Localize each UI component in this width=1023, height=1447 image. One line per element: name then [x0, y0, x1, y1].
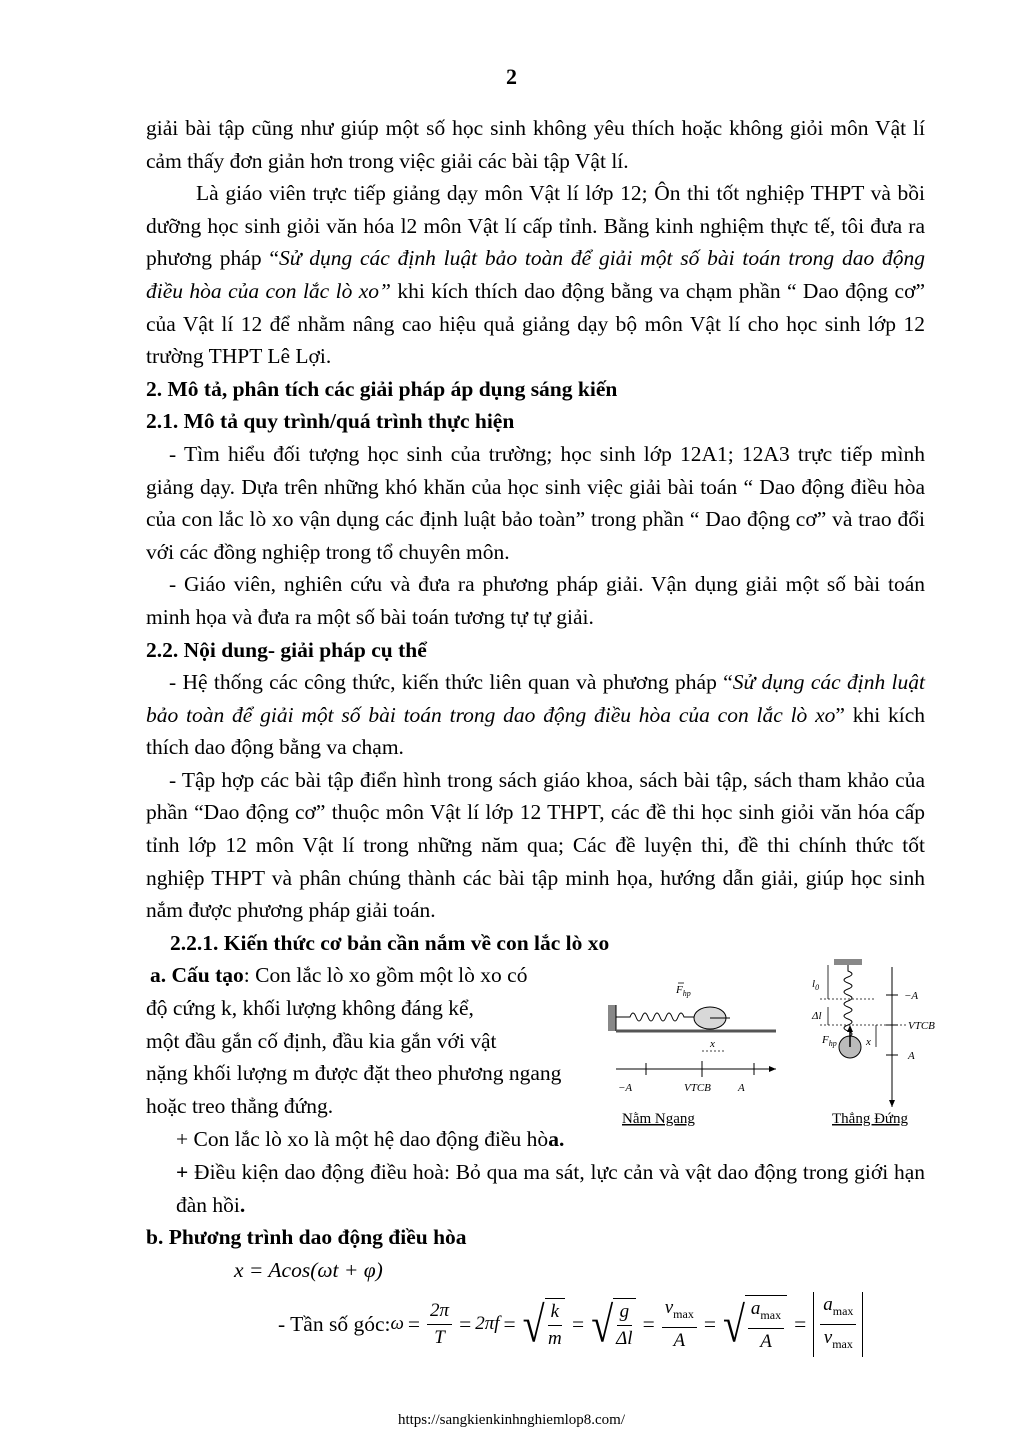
paragraph: giải bài tập cũng như giúp một số học sinh không yêu thích hoặc không giỏi môn Vật lí cảm thấy đơn giản hơn trong việc giải các bài tập Vật lí.	[146, 116, 925, 173]
sqrt-k-m: √ $\frac{k}{m}$	[523, 1298, 565, 1352]
delta-l-label: Δl	[812, 1010, 822, 1023]
sqrt-g-dl: √ $\frac{g}{\Delta l}$	[591, 1298, 635, 1352]
a-label-vertical: A	[908, 1050, 915, 1063]
section-heading: 2. Mô tả, phân tích các giải pháp áp dụng sáng kiến	[146, 376, 618, 401]
paragraph: + Con lắc lò xo là một hệ dao động điều hòa.	[176, 1127, 565, 1152]
structure-text: a. Cấu tạo: Con lắc lò xo gồm một lò xo có	[150, 963, 528, 988]
paragraph: + Điều kiện dao động điều hoà: Bỏ qua ma sát, lực cản và vật dao động trong giới hạn đàn hồi.	[176, 1160, 925, 1217]
structure-text: độ cứng k, khối lượng không đáng kể,	[146, 996, 474, 1021]
two-pi-f: 2πf	[475, 1313, 500, 1335]
paragraph: - Tập hợp các bài tập điển hình trong sách giáo khoa, sách bài tập, sách tham khảo của phần “Dao động cơ” thuộc môn Vật lí lớp 12 THPT, các đề thi học sinh giỏi văn hóa cấp tỉnh lớp 12 môn Vật lí trong những năm qua; Các đề luyện thi, đề thi chính thức tốt nghiệp THPT và phân chúng thành các bài tập minh họa, hướng dẫn giải, giúp học sinh nắm được phương pháp giải toán.	[146, 767, 925, 923]
displacement-equation: x = Acos(ωt + φ)	[234, 1257, 383, 1282]
x-label: x	[710, 1038, 715, 1051]
structure-text: nặng khối lượng m được đặt theo phương ngang	[146, 1061, 562, 1086]
page-number: 2	[506, 64, 517, 89]
x-label-vertical: x	[866, 1036, 871, 1049]
fraction: $\frac{2\pi}{T}$	[427, 1298, 452, 1351]
subsection-heading: 2.2. Nội dung- giải pháp cụ thể	[146, 637, 427, 662]
vtcb-label-vertical: VTCB	[908, 1020, 935, 1033]
horizontal-pendulum	[608, 983, 776, 1127]
structure-text: hoặc treo thẳng đứng.	[146, 1093, 334, 1118]
minus-a-label: −A	[618, 1082, 633, 1095]
abs-amax-vmax: $\frac{a_{max}}{v_{max}}$	[813, 1292, 863, 1357]
paragraph: - Tìm hiểu đối tượng học sinh của trường; học sinh lớp 12A1; 12A3 trực tiếp mình giảng dạy. Dựa trên những khó khăn của học sinh việc giải bài toán “ Dao động điều hòa của con lắc lò xo vận dụng các định luật bảo toàn” trong phần “ Dao động cơ” và trao đổi với các đồng nghiệp trong tổ chuyên môn.	[146, 441, 925, 564]
paragraph: - Hệ thống các công thức, kiến thức liên quan và phương pháp “Sử dụng các định luật bảo toàn để giải một số bài toán trong dao động điều hòa của con lắc lò xo” khi kích thích dao động bằng va chạm.	[146, 670, 925, 760]
omega-symbol: ω	[390, 1313, 404, 1335]
paragraph: Là giáo viên trực tiếp giảng dạy môn Vật lí lớp 12; Ôn thi tốt nghiệp THPT và bồi dưỡng học sinh giỏi văn hóa l2 môn Vật lí cấp tỉnh. Bằng kinh nghiệm thực tế, tôi đưa ra phương pháp “Sử dụng các định luật bảo toàn để giải một số bài toán trong dao động điều hòa của con lắc lò xo” khi kích thích dao động bằng va chạm phần “ Dao động cơ” của Vật lí 12 để nhằm nâng cao hiệu quả giảng dạy bộ môn Vật lí cho học sinh lớp 12 trường THPT Lê Lợi.	[146, 181, 925, 369]
document-body	[146, 112, 935, 1357]
angular-frequency-formula: - Tần số góc: ω = $\frac{2\pi}{T}$ = 2πf = √ $\frac{k}{m}$ = √ $\frac{g}{\Delta l}$ = $\frac{v_{max}}{A}$ = √ $\frac{a_{max}}{A}$ = $\frac{a_{max}}{v_{max}}$	[146, 1292, 925, 1357]
l0-label: $l_0$	[812, 978, 820, 993]
force-label-vertical: $F_{hp}$	[822, 1034, 837, 1049]
spring-pendulum-figure	[606, 947, 936, 1137]
sqrt-amax-a: √ $\frac{a_{max}}{A}$	[723, 1295, 787, 1355]
fraction-vmax-a: $\frac{v_{max}}{A}$	[662, 1295, 697, 1354]
minus-a-label-vertical: −A	[904, 990, 919, 1003]
subsection-heading: 2.2.1. Kiến thức cơ bản cần nắm về con lắc lò xo	[170, 930, 610, 955]
omega-label: - Tần số góc:	[278, 1312, 391, 1337]
footer-url: https://sangkienkinhnghiemlop8.com/	[397, 1412, 626, 1428]
subsection-heading: 2.1. Mô tả quy trình/quá trình thực hiện	[146, 409, 515, 434]
structure-section	[146, 959, 935, 1128]
vtcb-label: VTCB	[684, 1082, 711, 1095]
subsection-heading: b. Phương trình dao động điều hòa	[146, 1225, 467, 1250]
a-label: A	[738, 1082, 745, 1095]
caption-vertical: Thẳng Đứng	[832, 1111, 909, 1128]
caption-horizontal: Nằm Ngang	[622, 1111, 695, 1128]
vertical-pendulum	[811, 959, 935, 1127]
force-label: $F_{hp}$	[676, 984, 691, 999]
structure-text: một đầu gắn cố định, đầu kia gắn với vật	[146, 1028, 497, 1053]
paragraph: - Giáo viên, nghiên cứu và đưa ra phương pháp giải. Vận dụng giải một số bài toán minh họa và đưa ra một số bài toán tương tự tự giải.	[146, 572, 925, 629]
